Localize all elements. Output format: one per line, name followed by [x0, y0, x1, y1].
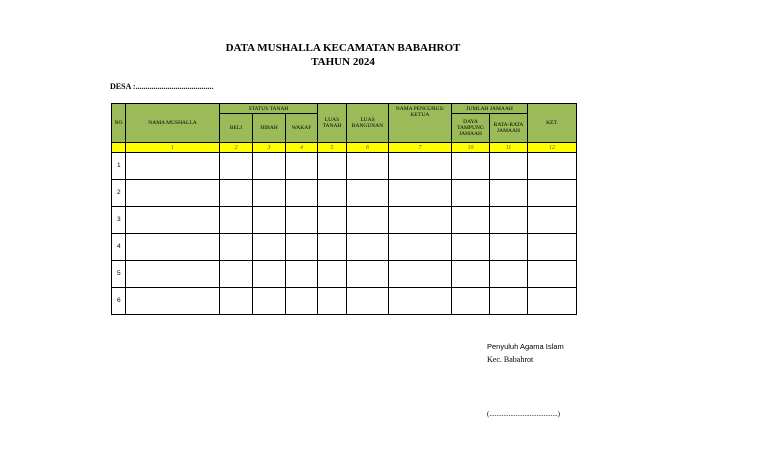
header-status-tanah: STATUS TANAH — [220, 104, 318, 114]
table-cell — [452, 261, 490, 288]
table-cell — [490, 153, 528, 180]
table-row — [112, 180, 577, 207]
header-nama-pengurus: NAMA PENGURUS/ KETUA — [389, 104, 452, 143]
table-cell — [347, 288, 389, 315]
table-cell — [286, 207, 318, 234]
row-number: 1 — [112, 153, 126, 180]
table-cell — [452, 180, 490, 207]
table-cell — [220, 207, 253, 234]
column-number — [112, 143, 126, 153]
table-cell — [286, 288, 318, 315]
table-cell — [490, 234, 528, 261]
document-title: DATA MUSHALLA KECAMATAN BABAHROT — [225, 42, 461, 54]
table-cell — [528, 234, 577, 261]
table-cell — [286, 234, 318, 261]
table-cell — [389, 288, 452, 315]
row-number: 5 — [112, 261, 126, 288]
signature-title: Penyuluh Agama Islam — [487, 342, 564, 351]
document-subtitle-year: TAHUN 2024 — [311, 56, 375, 68]
table-cell — [528, 261, 577, 288]
table-cell — [490, 207, 528, 234]
table-row — [112, 234, 577, 261]
table-cell — [490, 180, 528, 207]
table-cell — [347, 207, 389, 234]
table-cell — [253, 153, 286, 180]
table-cell — [318, 288, 347, 315]
table-cell — [389, 180, 452, 207]
header-wakaf: WAKAF — [286, 114, 318, 143]
table-cell — [528, 153, 577, 180]
column-number: 5 — [318, 143, 347, 153]
column-number: 3 — [253, 143, 286, 153]
mushalla-data-table — [111, 103, 577, 315]
table-cell — [286, 261, 318, 288]
column-number: 10 — [452, 143, 490, 153]
header-nama-mushalla: NAMA MUSHALLA — [126, 104, 220, 143]
table-cell — [126, 261, 220, 288]
header-daya-tampung: DAYA TAMPUNG JAMAAH — [452, 114, 490, 143]
header-jumlah-jamaah: JUMLAH JAMAAH — [452, 104, 528, 114]
table-cell — [452, 234, 490, 261]
column-number: 6 — [347, 143, 389, 153]
table-cell — [318, 180, 347, 207]
column-number: 2 — [220, 143, 253, 153]
table-cell — [347, 261, 389, 288]
table-row — [112, 153, 577, 180]
table-cell — [490, 261, 528, 288]
table-cell — [528, 288, 577, 315]
row-number: 6 — [112, 288, 126, 315]
table-cell — [318, 153, 347, 180]
signature-subdistrict: Kec. Babahrot — [487, 355, 534, 364]
table-cell — [452, 153, 490, 180]
table-cell — [528, 180, 577, 207]
table-cell — [389, 153, 452, 180]
column-number-row — [112, 143, 577, 153]
table-cell — [220, 153, 253, 180]
table-cell — [318, 234, 347, 261]
table-cell — [220, 234, 253, 261]
table-cell — [126, 288, 220, 315]
table-cell — [286, 180, 318, 207]
table-row — [112, 261, 577, 288]
table-cell — [318, 261, 347, 288]
table-cell — [347, 153, 389, 180]
table-cell — [389, 207, 452, 234]
table-cell — [452, 207, 490, 234]
table-cell — [389, 261, 452, 288]
table-cell — [389, 234, 452, 261]
table-row — [112, 288, 577, 315]
table-cell — [253, 288, 286, 315]
table-cell — [528, 207, 577, 234]
table-cell — [452, 288, 490, 315]
table-cell — [253, 234, 286, 261]
row-number: 2 — [112, 180, 126, 207]
table-cell — [220, 288, 253, 315]
table-cell — [220, 180, 253, 207]
column-number: 11 — [490, 143, 528, 153]
table-cell — [318, 207, 347, 234]
table-cell — [126, 207, 220, 234]
column-number: 4 — [286, 143, 318, 153]
header-rata-rata: RATA-RATA JAMAAH — [490, 114, 528, 143]
desa-label: DESA :....................................... — [110, 82, 214, 91]
table-row — [112, 207, 577, 234]
table-cell — [490, 288, 528, 315]
table-cell — [126, 180, 220, 207]
table-cell — [347, 180, 389, 207]
table-cell — [253, 207, 286, 234]
signature-name-placeholder: (.......................................) — [487, 410, 560, 418]
column-number: 12 — [528, 143, 577, 153]
table-cell — [347, 234, 389, 261]
header-hibah: HIBAH — [253, 114, 286, 143]
header-no: NO — [112, 104, 126, 143]
row-number: 3 — [112, 207, 126, 234]
table-cell — [126, 153, 220, 180]
table-cell — [286, 153, 318, 180]
table-cell — [253, 180, 286, 207]
header-beli: BELI — [220, 114, 253, 143]
column-number: 7 — [389, 143, 452, 153]
header-luas-bangunan: LUAS BANGUNAN — [347, 104, 389, 143]
table-cell — [126, 234, 220, 261]
table-cell — [220, 261, 253, 288]
row-number: 4 — [112, 234, 126, 261]
header-luas-tanah: LUAS TANAH — [318, 104, 347, 143]
column-number: 1 — [126, 143, 220, 153]
header-ket: KET. — [528, 104, 577, 143]
table-cell — [253, 261, 286, 288]
